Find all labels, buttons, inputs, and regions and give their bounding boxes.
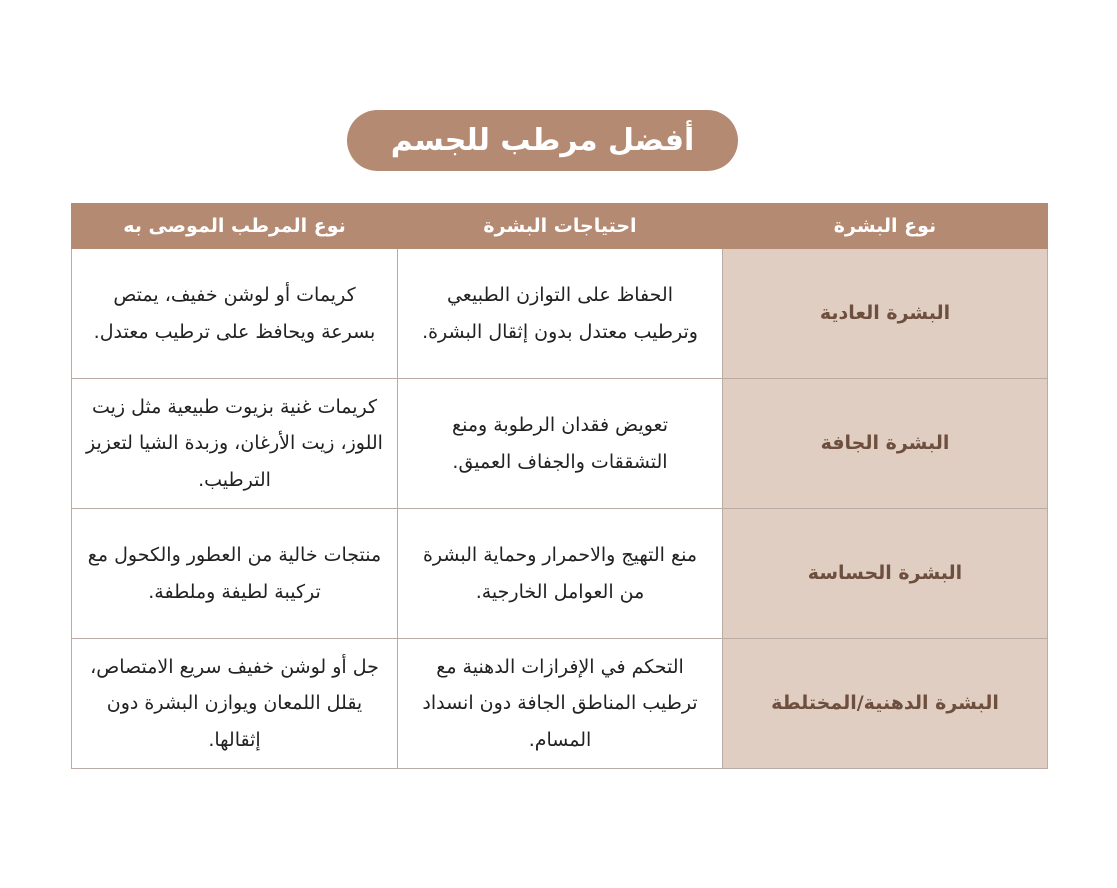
skin-moisturizer-table — [71, 203, 1047, 769]
page-title: أفضل مرطب للجسم — [347, 110, 738, 171]
recommended-cell: منتجات خالية من العطور والكحول مع تركيبة لطيفة وملطفة. — [72, 509, 398, 639]
skin-type-cell: البشرة الجافة — [723, 379, 1048, 509]
table-row — [72, 509, 1048, 639]
table-row — [72, 379, 1048, 509]
needs-cell: التحكم في الإفرازات الدهنية مع ترطيب المناطق الجافة دون انسداد المسام. — [398, 639, 723, 769]
table-header-row — [72, 204, 1048, 249]
recommended-cell: كريمات أو لوشن خفيف، يمتص بسرعة ويحافظ على ترطيب معتدل. — [72, 249, 398, 379]
needs-cell: الحفاظ على التوازن الطبيعي وترطيب معتدل بدون إثقال البشرة. — [398, 249, 723, 379]
recommended-cell: كريمات غنية بزيوت طبيعية مثل زيت اللوز، زيت الأرغان، وزبدة الشيا لتعزيز الترطيب. — [72, 379, 398, 509]
skin-type-cell: البشرة الحساسة — [723, 509, 1048, 639]
header-skin-needs: احتياجات البشرة — [398, 204, 723, 249]
recommended-cell: جل أو لوشن خفيف سريع الامتصاص، يقلل اللمعان ويوازن البشرة دون إثقالها. — [72, 639, 398, 769]
needs-cell: تعويض فقدان الرطوبة ومنع التشققات والجفاف العميق. — [398, 379, 723, 509]
skin-type-cell: البشرة الدهنية/المختلطة — [723, 639, 1048, 769]
comparison-table — [71, 203, 1048, 769]
header-recommended-moisturizer: نوع المرطب الموصى به — [72, 204, 398, 249]
header-skin-type: نوع البشرة — [723, 204, 1048, 249]
table-row — [72, 639, 1048, 769]
skin-type-cell: البشرة العادية — [723, 249, 1048, 379]
needs-cell: منع التهيج والاحمرار وحماية البشرة من العوامل الخارجية. — [398, 509, 723, 639]
table-row — [72, 249, 1048, 379]
